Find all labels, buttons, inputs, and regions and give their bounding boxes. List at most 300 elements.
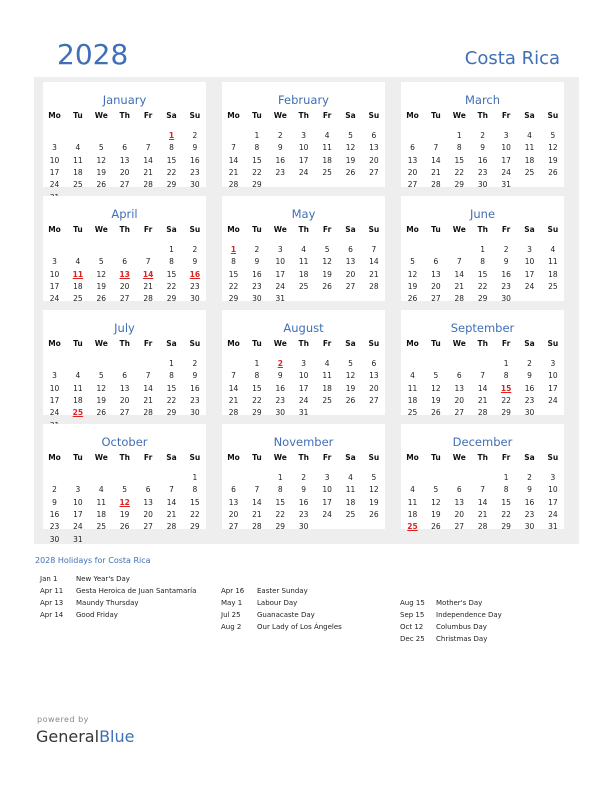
month-title: September — [450, 321, 515, 335]
day-cell: 17 — [548, 383, 558, 393]
weekday-header: We — [273, 225, 287, 234]
day-cell: 30 — [190, 180, 200, 190]
day-cell: 19 — [96, 395, 107, 405]
day-cell: 23 — [524, 509, 535, 519]
day-cell: 12 — [322, 257, 332, 267]
weekday-header: Fr — [501, 339, 511, 348]
day-cell: 14 — [431, 155, 441, 165]
day-cell: 23 — [275, 167, 286, 177]
day-cell: 5 — [324, 245, 330, 254]
holiday-day-cell: 1 — [230, 245, 237, 254]
day-cell: 18 — [73, 167, 83, 177]
day-cell: 1 — [254, 359, 260, 368]
day-cell: 4 — [410, 485, 415, 495]
day-cell: 15 — [454, 155, 465, 165]
holiday-date: Oct 12 — [400, 623, 424, 631]
weekday-header: Tu — [431, 339, 441, 348]
day-cell: 21 — [166, 509, 177, 519]
day-cell: 27 — [345, 281, 356, 291]
day-cell: 20 — [454, 395, 465, 405]
weekday-header: Th — [119, 111, 130, 120]
weekday-header: Th — [477, 225, 488, 234]
day-cell: 27 — [119, 408, 130, 418]
day-cell: 16 — [298, 497, 309, 507]
day-cell: 12 — [431, 383, 441, 393]
day-cell: 2 — [254, 245, 260, 254]
day-cell: 19 — [96, 167, 107, 177]
day-cell: 19 — [431, 395, 441, 405]
day-cell: 16 — [524, 383, 535, 393]
holiday-name: Labour Day — [257, 599, 298, 607]
weekday-header: We — [273, 453, 287, 462]
month-december — [401, 424, 564, 532]
day-cell: 18 — [548, 269, 558, 279]
day-cell: 20 — [407, 167, 418, 177]
day-cell: 20 — [119, 167, 130, 177]
day-cell: 9 — [192, 143, 198, 153]
month-title: December — [452, 435, 513, 449]
month-april — [43, 196, 206, 304]
day-cell: 7 — [231, 371, 236, 381]
day-cell: 19 — [431, 509, 441, 519]
day-cell: 7 — [456, 257, 462, 267]
day-cell: 30 — [524, 522, 535, 532]
day-cell: 2 — [527, 359, 532, 368]
weekday-header: Th — [119, 339, 130, 348]
weekday-header: Fr — [143, 453, 153, 462]
day-cell: 1 — [456, 131, 462, 140]
day-cell: 28 — [228, 408, 239, 418]
day-cell: 21 — [477, 395, 488, 405]
day-cell: 21 — [143, 395, 153, 405]
day-cell: 27 — [143, 522, 153, 532]
day-cell: 1 — [192, 473, 198, 482]
day-cell: 21 — [143, 281, 153, 291]
day-cell: 4 — [410, 371, 415, 381]
day-cell: 5 — [348, 359, 353, 368]
weekday-header: We — [452, 111, 466, 120]
day-cell: 31 — [298, 408, 309, 418]
day-cell: 22 — [252, 395, 262, 405]
day-cell: 13 — [345, 257, 356, 267]
holiday-day-cell: 25 — [407, 522, 418, 532]
day-cell: 7 — [254, 485, 260, 495]
day-cell: 11 — [298, 257, 309, 267]
day-cell: 22 — [166, 167, 177, 177]
holiday-date: Apr 11 — [40, 587, 64, 595]
weekday-header: Sa — [345, 111, 356, 120]
day-cell: 26 — [431, 408, 441, 418]
holiday-date: Aug 2 — [221, 623, 242, 631]
day-cell: 14 — [228, 155, 239, 165]
day-cell: 30 — [524, 408, 535, 418]
weekday-header: We — [94, 111, 108, 120]
day-cell: 9 — [301, 485, 307, 495]
day-cell: 12 — [96, 155, 107, 165]
day-cell: 31 — [501, 180, 511, 190]
weekday-header: We — [452, 225, 466, 234]
day-cell: 21 — [454, 281, 465, 291]
day-cell: 8 — [192, 485, 198, 495]
day-cell: 18 — [407, 509, 418, 519]
day-cell: 22 — [454, 167, 465, 177]
holiday-day-cell: 12 — [119, 497, 130, 507]
calendar-panel — [34, 77, 579, 544]
day-cell: 13 — [454, 383, 465, 393]
day-cell: 5 — [433, 485, 439, 495]
day-cell: 24 — [73, 522, 83, 532]
day-cell: 14 — [166, 497, 177, 507]
day-cell: 15 — [166, 155, 177, 165]
day-cell: 26 — [345, 395, 356, 405]
year-title: 2028 — [57, 38, 129, 71]
day-cell: 26 — [369, 509, 379, 519]
day-cell: 28 — [477, 408, 488, 418]
day-cell: 4 — [301, 245, 307, 254]
weekday-header: Mo — [406, 339, 419, 348]
day-cell: 5 — [122, 485, 128, 495]
day-cell: 7 — [433, 143, 439, 153]
day-cell: 16 — [252, 269, 262, 279]
day-cell: 13 — [369, 371, 379, 381]
weekday-header: Mo — [48, 453, 61, 462]
generalblue-logo[interactable] — [36, 727, 134, 746]
day-cell: 14 — [477, 497, 488, 507]
month-may — [222, 196, 385, 304]
weekday-header: Sa — [166, 111, 177, 120]
day-cell: 20 — [454, 509, 465, 519]
month-january — [43, 82, 206, 190]
day-cell: 23 — [190, 281, 200, 291]
day-cell: 3 — [301, 131, 307, 140]
weekday-header: Mo — [406, 453, 419, 462]
day-cell: 8 — [254, 143, 260, 153]
holiday-date: Apr 14 — [40, 611, 64, 619]
day-cell: 9 — [192, 371, 198, 381]
day-cell: 17 — [49, 395, 60, 405]
month-title: June — [469, 207, 496, 221]
day-cell: 13 — [119, 155, 130, 165]
day-cell: 14 — [228, 383, 239, 393]
day-cell: 9 — [254, 257, 260, 267]
day-cell: 16 — [190, 383, 200, 393]
holiday-name: Gesta Heroica de Juan Santamaría — [76, 587, 197, 595]
month-title: November — [273, 435, 334, 449]
weekday-header: Tu — [73, 453, 83, 462]
month-august — [222, 310, 385, 418]
day-cell: 6 — [410, 143, 415, 153]
day-cell: 20 — [431, 281, 441, 291]
day-cell: 28 — [431, 180, 441, 190]
day-cell: 16 — [524, 497, 535, 507]
weekday-header: Mo — [406, 111, 419, 120]
holiday-date: Jul 25 — [221, 611, 241, 619]
day-cell: 6 — [371, 359, 377, 368]
weekday-header: Tu — [431, 453, 441, 462]
day-cell: 5 — [98, 143, 104, 153]
weekday-header: Th — [477, 339, 488, 348]
day-cell: 22 — [228, 281, 239, 291]
day-cell: 8 — [169, 371, 174, 381]
weekday-header: We — [273, 339, 287, 348]
weekday-header: Su — [189, 225, 201, 234]
day-cell: 2 — [301, 473, 307, 482]
holiday-name: Christmas Day — [436, 635, 488, 643]
day-cell: 7 — [231, 143, 236, 153]
day-cell: 17 — [49, 167, 60, 177]
day-cell: 21 — [431, 167, 441, 177]
weekday-header: Th — [298, 225, 309, 234]
weekday-header: Mo — [48, 339, 61, 348]
day-cell: 1 — [277, 473, 283, 482]
day-cell: 12 — [431, 497, 441, 507]
day-cell: 19 — [322, 269, 332, 279]
holiday-name: Guanacaste Day — [257, 611, 315, 619]
weekday-header: Fr — [322, 453, 332, 462]
day-cell: 3 — [324, 473, 330, 482]
day-cell: 22 — [166, 395, 177, 405]
day-cell: 6 — [456, 485, 462, 495]
day-cell: 30 — [298, 522, 309, 532]
day-cell: 9 — [277, 371, 283, 381]
day-cell: 6 — [122, 371, 128, 381]
day-cell: 27 — [431, 294, 441, 304]
day-cell: 6 — [348, 245, 353, 254]
day-cell: 29 — [477, 294, 488, 304]
weekday-header: Fr — [143, 339, 153, 348]
weekday-header: Su — [189, 339, 201, 348]
day-cell: 11 — [524, 143, 535, 153]
day-cell: 6 — [122, 257, 128, 267]
month-title: March — [464, 93, 501, 107]
day-cell: 10 — [49, 383, 60, 393]
day-cell: 24 — [548, 509, 558, 519]
day-cell: 25 — [73, 294, 83, 304]
day-cell: 8 — [503, 371, 509, 381]
day-cell: 28 — [477, 522, 488, 532]
day-cell: 23 — [190, 395, 200, 405]
day-cell: 6 — [231, 485, 236, 495]
day-cell: 24 — [275, 281, 286, 291]
day-cell: 5 — [348, 131, 353, 140]
day-cell: 24 — [524, 281, 535, 291]
weekday-header: Fr — [501, 453, 511, 462]
day-cell: 13 — [228, 497, 239, 507]
holiday-date: Sep 15 — [400, 611, 425, 619]
holiday-date: Apr 13 — [40, 599, 64, 607]
month-title: January — [102, 93, 147, 107]
day-cell: 15 — [190, 497, 200, 507]
day-cell: 1 — [503, 473, 509, 482]
month-july — [43, 310, 206, 418]
day-cell: 26 — [548, 167, 558, 177]
holiday-date: May 1 — [221, 599, 243, 607]
day-cell: 21 — [369, 269, 379, 279]
day-cell: 15 — [501, 497, 511, 507]
day-cell: 4 — [550, 245, 556, 254]
day-cell: 8 — [169, 143, 174, 153]
day-cell: 18 — [345, 497, 356, 507]
day-cell: 30 — [252, 294, 262, 304]
day-cell: 17 — [275, 269, 286, 279]
month-title: May — [291, 207, 316, 221]
day-cell: 5 — [410, 257, 415, 267]
day-cell: 26 — [345, 167, 356, 177]
day-cell: 27 — [369, 395, 379, 405]
day-cell: 6 — [145, 485, 151, 495]
day-cell: 5 — [98, 257, 104, 267]
day-cell: 11 — [73, 383, 83, 393]
weekday-header: Fr — [322, 111, 332, 120]
weekday-header: Tu — [431, 111, 441, 120]
day-cell: 10 — [524, 257, 535, 267]
day-cell: 18 — [298, 269, 309, 279]
day-cell: 21 — [477, 509, 488, 519]
day-cell: 9 — [503, 257, 509, 267]
day-cell: 30 — [477, 180, 488, 190]
weekday-header: Sa — [524, 225, 535, 234]
weekday-header: Sa — [345, 453, 356, 462]
weekday-header: Mo — [227, 339, 240, 348]
weekday-header: Su — [368, 339, 380, 348]
day-cell: 17 — [524, 269, 535, 279]
day-cell: 27 — [119, 294, 130, 304]
day-cell: 28 — [143, 408, 153, 418]
day-cell: 16 — [501, 269, 511, 279]
day-cell: 17 — [298, 383, 309, 393]
day-cell: 4 — [75, 143, 81, 153]
day-cell: 25 — [524, 167, 535, 177]
weekday-header: Tu — [73, 225, 83, 234]
month-september — [401, 310, 564, 418]
day-cell: 21 — [228, 167, 239, 177]
weekday-header: Th — [119, 453, 130, 462]
day-cell: 29 — [501, 522, 511, 532]
holiday-date: Apr 16 — [221, 587, 245, 595]
day-cell: 3 — [52, 143, 57, 153]
day-cell: 3 — [52, 257, 57, 267]
day-cell: 7 — [480, 485, 486, 495]
day-cell: 10 — [298, 143, 309, 153]
weekday-header: Su — [368, 453, 380, 462]
day-cell: 25 — [322, 167, 332, 177]
month-march — [401, 82, 564, 190]
day-cell: 22 — [252, 167, 262, 177]
weekday-header: Tu — [73, 111, 83, 120]
weekday-header: Mo — [227, 225, 240, 234]
day-cell: 14 — [143, 155, 153, 165]
weekday-header: Fr — [501, 225, 511, 234]
day-cell: 19 — [345, 155, 356, 165]
day-cell: 7 — [145, 143, 151, 153]
day-cell: 1 — [169, 245, 174, 254]
day-cell: 14 — [454, 269, 465, 279]
day-cell: 26 — [96, 294, 107, 304]
day-cell: 5 — [550, 131, 556, 140]
day-cell: 24 — [501, 167, 511, 177]
weekday-header: We — [94, 225, 108, 234]
day-cell: 12 — [345, 143, 356, 153]
day-cell: 10 — [49, 269, 60, 279]
holiday-name: Maundy Thursday — [76, 599, 139, 607]
month-february — [222, 82, 385, 190]
day-cell: 24 — [322, 509, 332, 519]
day-cell: 19 — [407, 281, 418, 291]
holiday-day-cell: 14 — [142, 269, 154, 279]
day-cell: 11 — [322, 371, 332, 381]
day-cell: 8 — [231, 257, 236, 267]
day-cell: 29 — [252, 180, 262, 190]
day-cell: 27 — [407, 180, 418, 190]
day-cell: 10 — [548, 371, 558, 381]
day-cell: 24 — [49, 294, 60, 304]
day-cell: 20 — [143, 509, 153, 519]
day-cell: 15 — [477, 269, 488, 279]
day-cell: 2 — [192, 359, 198, 368]
month-october — [43, 424, 206, 544]
day-cell: 7 — [480, 371, 486, 381]
day-cell: 2 — [192, 131, 198, 140]
day-cell: 16 — [49, 509, 60, 519]
day-cell: 19 — [369, 497, 379, 507]
day-cell: 15 — [166, 383, 177, 393]
day-cell: 11 — [322, 143, 332, 153]
day-cell: 9 — [277, 143, 283, 153]
day-cell: 6 — [122, 143, 128, 153]
day-cell: 3 — [550, 473, 556, 482]
day-cell: 14 — [477, 383, 488, 393]
day-cell: 12 — [345, 371, 356, 381]
day-cell: 17 — [298, 155, 309, 165]
day-cell: 13 — [407, 155, 418, 165]
weekday-header: Sa — [524, 111, 535, 120]
day-cell: 10 — [322, 485, 332, 495]
day-cell: 5 — [371, 473, 377, 482]
day-cell: 3 — [301, 359, 307, 368]
day-cell: 9 — [480, 143, 486, 153]
month-title: July — [114, 321, 135, 335]
day-cell: 26 — [407, 294, 418, 304]
weekday-header: Sa — [166, 453, 177, 462]
weekday-header: Su — [547, 339, 559, 348]
day-cell: 25 — [73, 180, 83, 190]
day-cell: 18 — [322, 383, 332, 393]
day-cell: 26 — [322, 281, 332, 291]
holiday-day-cell: 11 — [72, 269, 84, 279]
weekday-header: Sa — [345, 339, 356, 348]
day-cell: 20 — [119, 281, 130, 291]
month-title: August — [283, 321, 324, 335]
day-cell: 12 — [96, 383, 107, 393]
day-cell: 23 — [275, 395, 286, 405]
day-cell: 23 — [252, 281, 262, 291]
weekday-header: Th — [477, 453, 488, 462]
day-cell: 23 — [501, 281, 511, 291]
weekday-header: Fr — [322, 339, 332, 348]
holiday-name: Columbus Day — [436, 623, 487, 631]
powered-by-text: powered by — [37, 715, 89, 724]
day-cell: 13 — [431, 269, 441, 279]
day-cell: 25 — [322, 395, 332, 405]
weekday-header: Tu — [431, 225, 441, 234]
holiday-name: Our Lady of Los Ángeles — [257, 623, 342, 631]
weekday-header: Th — [298, 339, 309, 348]
day-cell: 30 — [49, 534, 60, 544]
day-cell: 4 — [75, 257, 81, 267]
holiday-date: Jan 1 — [40, 575, 58, 583]
day-cell: 2 — [277, 131, 283, 140]
day-cell: 28 — [143, 294, 153, 304]
